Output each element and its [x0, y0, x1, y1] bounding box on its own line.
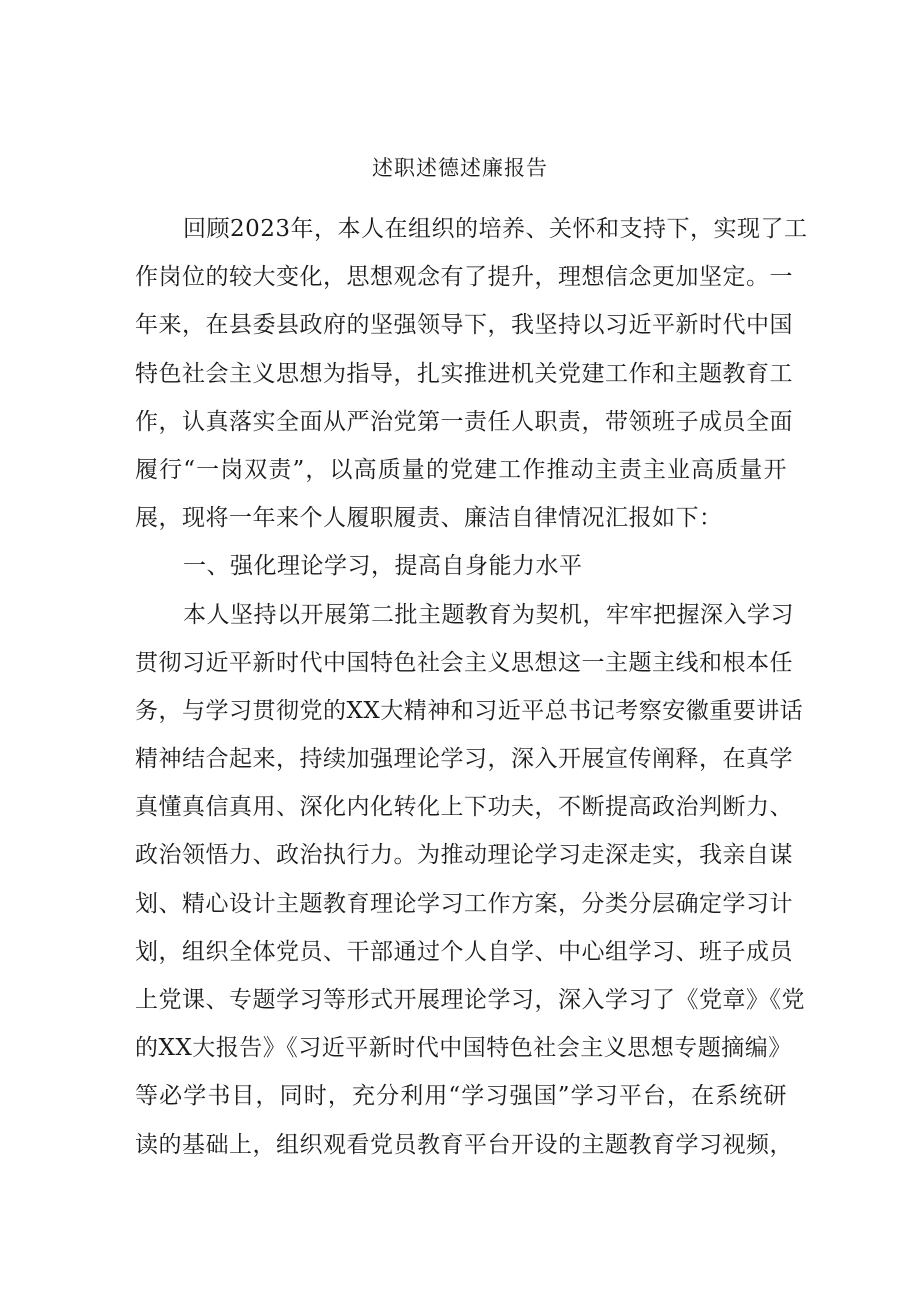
paragraph-line: 作岗位的较大变化，思想观念有了提升，理想信念更加坚定。一	[135, 264, 793, 291]
document-body	[135, 213, 808, 1177]
paragraph-line: 履行“一岗双责”，以高质量的党建工作推动主责主业高质量开	[135, 456, 787, 483]
paragraph-line: 展，现将一年来个人履职履责、廉洁自律情况汇报如下：	[135, 505, 723, 532]
paragraph-line: 政治领悟力、政治执行力。为推动理论学习走深走实，我亲自谋	[135, 842, 793, 869]
paragraph-line: 精神结合起来，持续加强理论学习，深入开展宣传阐释，在真学	[135, 746, 793, 773]
paragraph-line: 务，与学习贯彻党的XX大精神和习近平总书记考察安徽重要讲话	[135, 697, 804, 724]
paragraph-line: 贯彻习近平新时代中国特色社会主义思想这一主题主线和根本任	[135, 649, 793, 676]
paragraph-line: 回顾2023年，本人在组织的培养、关怀和支持下，实现了工	[183, 216, 808, 242]
paragraph-line: 上党课、专题学习等形式开展理论学习，深入学习了《党章》《党	[135, 987, 805, 1013]
paragraph-line: 真懂真信真用、深化内化转化上下功夫，不断提高政治判断力、	[135, 794, 793, 821]
paragraph-line: 划，组织全体党员、干部通过个人自学、中心组学习、班子成员	[135, 938, 793, 965]
paragraph-line: 读的基础上，组织观看党员教育平台开设的主题教育学习视频，	[135, 1131, 793, 1158]
paragraph-line: 的XX大报告》《习近平新时代中国特色社会主义思想专题摘编》	[135, 1035, 792, 1062]
paragraph-line: 划、精心设计主题教育理论学习工作方案，分类分层确定学习计	[135, 890, 793, 917]
paragraph-line: 特色社会主义思想为指导，扎实推进机关党建工作和主题教育工	[135, 360, 793, 387]
paragraph-line: 作，认真落实全面从严治党第一责任人职责，带领班子成员全面	[135, 408, 793, 435]
section-heading: 一、强化理论学习，提高自身能力水平	[183, 553, 583, 580]
document-title: 述职述德述廉报告	[372, 156, 548, 180]
paragraph-line: 等必学书目，同时，充分利用“学习强国”学习平台，在系统研	[135, 1083, 787, 1110]
paragraph-line: 本人坚持以开展第二批主题教育为契机，牢牢把握深入学习	[183, 601, 794, 628]
paragraph-line: 年来，在县委县政府的坚强领导下，我坚持以习近平新时代中国	[135, 312, 793, 339]
